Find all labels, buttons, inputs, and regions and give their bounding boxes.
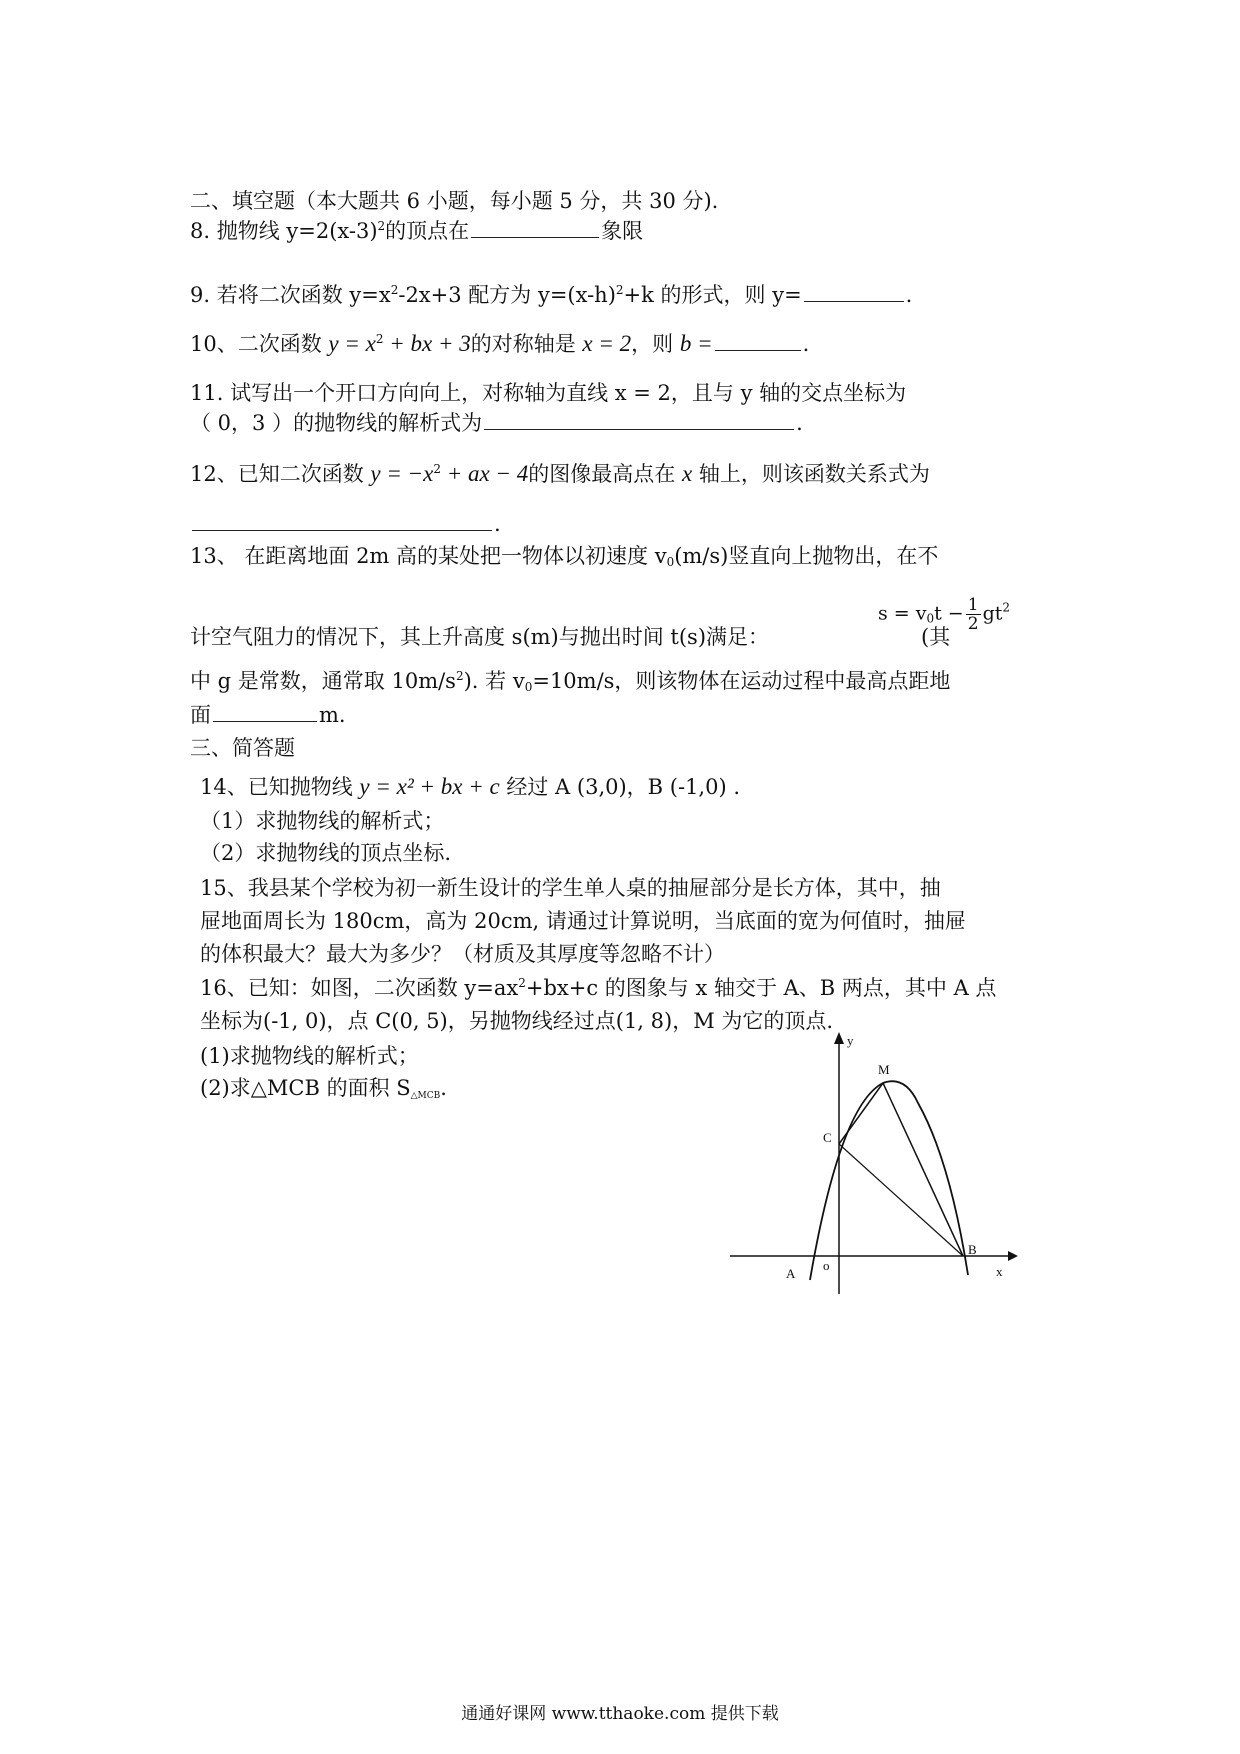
q13-fraction-numerator: 1 [967,595,979,615]
q16-sup: 2 [518,976,526,990]
question-16-line-2: 坐标为(-1, 0)，点 C(0, 5)，另抛物线经过点(1, 8)，M 为它的顶点. [200,1009,834,1033]
q8-end: 象限 [601,219,644,243]
question-15-line-1: 15、我县某个学校为初一新生设计的学生单人桌的抽屉部分是长方体，其中，抽 [200,876,941,900]
question-16-line-1 [200,973,996,1003]
q9-text-1: 9. 若将二次函数 y=x [190,283,391,307]
q16-sub-question-2 [200,1073,447,1103]
q16-text-1b: +bx+c 的图象与 x 轴交于 A、B 两点，其中 A 点 [525,976,997,1000]
q8-answer-blank[interactable] [471,217,599,238]
q9-end: . [905,283,913,307]
question-8 [190,216,643,246]
question-12-answer-line [190,509,501,539]
q8-text-2: 的顶点在 [385,219,470,243]
question-10 [190,329,809,359]
q12-answer-blank[interactable] [192,510,492,531]
question-13-line-1 [190,541,938,571]
label-x: x [996,1264,1003,1279]
q10-end: . [802,332,810,356]
q13-text-3a: 中 g 是常数，通常取 10m/s [190,669,456,693]
q13-text-3c: =10m/s，则该物体在运动过程中最高点距地 [532,669,951,693]
q13-text-3b: ). 若 v [463,669,525,693]
q12-text-3: 轴上，则该函数关系式为 [692,462,930,486]
segment-MB [883,1083,963,1256]
segment-CM [839,1083,883,1144]
question-11-line-2 [190,408,803,438]
q13-text-1-end: (m/s)竖直向上抛物出，在不 [674,544,939,568]
q13-text-1: 13、 在距离地面 2m 高的某处把一物体以初速度 v [190,544,667,568]
q14-text-1: 14、已知抛物线 [200,775,360,799]
q9-answer-blank[interactable] [804,281,904,302]
q16-sub2-text: (2)求△MCB 的面积 S [200,1076,411,1100]
q12-formula-1: y = −x [370,461,434,486]
q10-answer-blank[interactable] [715,330,801,351]
q13-text-2: 计空气阻力的情况下，其上升高度 s(m)与抛出时间 t(s)满足： [190,625,770,649]
q8-sup: 2 [377,219,386,233]
q12-formula-2: + ax − 4 [441,461,529,486]
parabola-figure [720,1030,1020,1300]
q10-text-1: 10、二次函数 [190,332,329,356]
q16-sub2-subscript: △MCB [410,1091,441,1101]
q10-sup: 2 [375,332,384,346]
q13-formula-sub: 0 [926,611,935,626]
q13-answer-blank[interactable] [213,701,317,722]
parabola-curve [810,1081,968,1280]
q10-text-2: 的对称轴是 [470,332,583,356]
question-15-line-2: 屉地面周长为 180cm，高为 20cm, 请通过计算说明，当底面的宽为何值时，抽屉 [200,909,966,933]
q9-text-2: -2x+3 配方为 y=(x-h) [398,283,616,307]
q13-sub-3: 0 [524,680,533,694]
q8-text: 8. 抛物线 y=2(x-3) [190,219,378,243]
q14-sub-question-2: （2）求抛物线的顶点坐标. [200,841,452,865]
q11-end: . [796,411,803,435]
question-12 [190,459,930,489]
q10-formula-2: + bx + 3 [383,331,471,356]
q9-sup-2: 2 [615,283,624,297]
label-M: M [878,1062,890,1077]
y-axis-arrow [834,1032,844,1044]
q11-answer-blank[interactable] [484,409,794,430]
q12-text-1: 12、已知二次函数 [190,462,371,486]
q13-text-4b: m. [319,703,346,727]
q13-formula-right: gt [982,602,1003,625]
label-C: C [823,1130,832,1145]
x-axis-arrow [1008,1251,1018,1261]
q10-formula-1: y = x [328,331,376,356]
q13-sub-1: 0 [666,555,675,569]
q11-text: （ 0，3 ）的抛物线的解析式为 [190,411,483,435]
q13-formula-sup: 2 [1002,600,1011,615]
question-9 [190,280,912,310]
question-11-line-1: 11. 试写出一个开口方向向上，对称轴为直线 x = 2，且与 y 轴的交点坐标为 [190,381,907,405]
q12-formula-x: x [681,461,693,486]
q13-sup-3: 2 [455,669,464,683]
question-13-line-4 [190,700,346,730]
section-3-heading: 三、简答题 [190,736,295,760]
label-O: o [823,1258,830,1273]
label-A: A [786,1266,796,1281]
question-13-line-3 [190,666,950,696]
question-13-line-2 [190,622,950,652]
q13-fraction [966,596,981,633]
question-15-line-3: 的体积最大？最大为多少？（材质及其厚度等忽略不计） [200,942,725,966]
q10-formula-3: x = 2 [582,331,632,356]
q13-text-2-end: (其 [921,625,951,649]
q14-sub-question-1: （1）求抛物线的解析式； [200,809,445,833]
q9-sup-1: 2 [390,283,399,297]
q14-text-2: 经过 A (3,0)，B (-1,0) . [499,775,741,799]
section-2-heading: 二、填空题（本大题共 6 小题，每小题 5 分，共 30 分). [190,189,719,213]
q14-formula: y = x² + bx + c [359,774,500,799]
q10-formula-4: b = [679,331,713,356]
q9-text-3: +k 的形式，则 y= [623,283,802,307]
label-B: B [968,1242,977,1257]
footer-source: 通通好课网 www.tthaoke.com 提供下载 [461,1704,779,1724]
q16-sub2-end: . [440,1076,447,1100]
q16-sub-question-1: (1)求抛物线的解析式； [200,1044,419,1068]
label-y: y [847,1033,854,1048]
q12-end: . [494,512,501,536]
q12-text-2: 的图像最高点在 [528,462,682,486]
q13-text-4a: 面 [190,703,211,727]
q12-sup: 2 [433,462,442,476]
q10-text-3: ，则 [631,332,680,356]
q13-formula-left: s = v [878,602,927,625]
segment-CB [839,1144,963,1256]
question-14 [200,772,740,802]
q16-text-1a: 16、已知：如图，二次函数 y=ax [200,976,519,1000]
q13-formula-mid: t − [934,602,964,625]
q13-fraction-denominator: 2 [967,614,979,634]
